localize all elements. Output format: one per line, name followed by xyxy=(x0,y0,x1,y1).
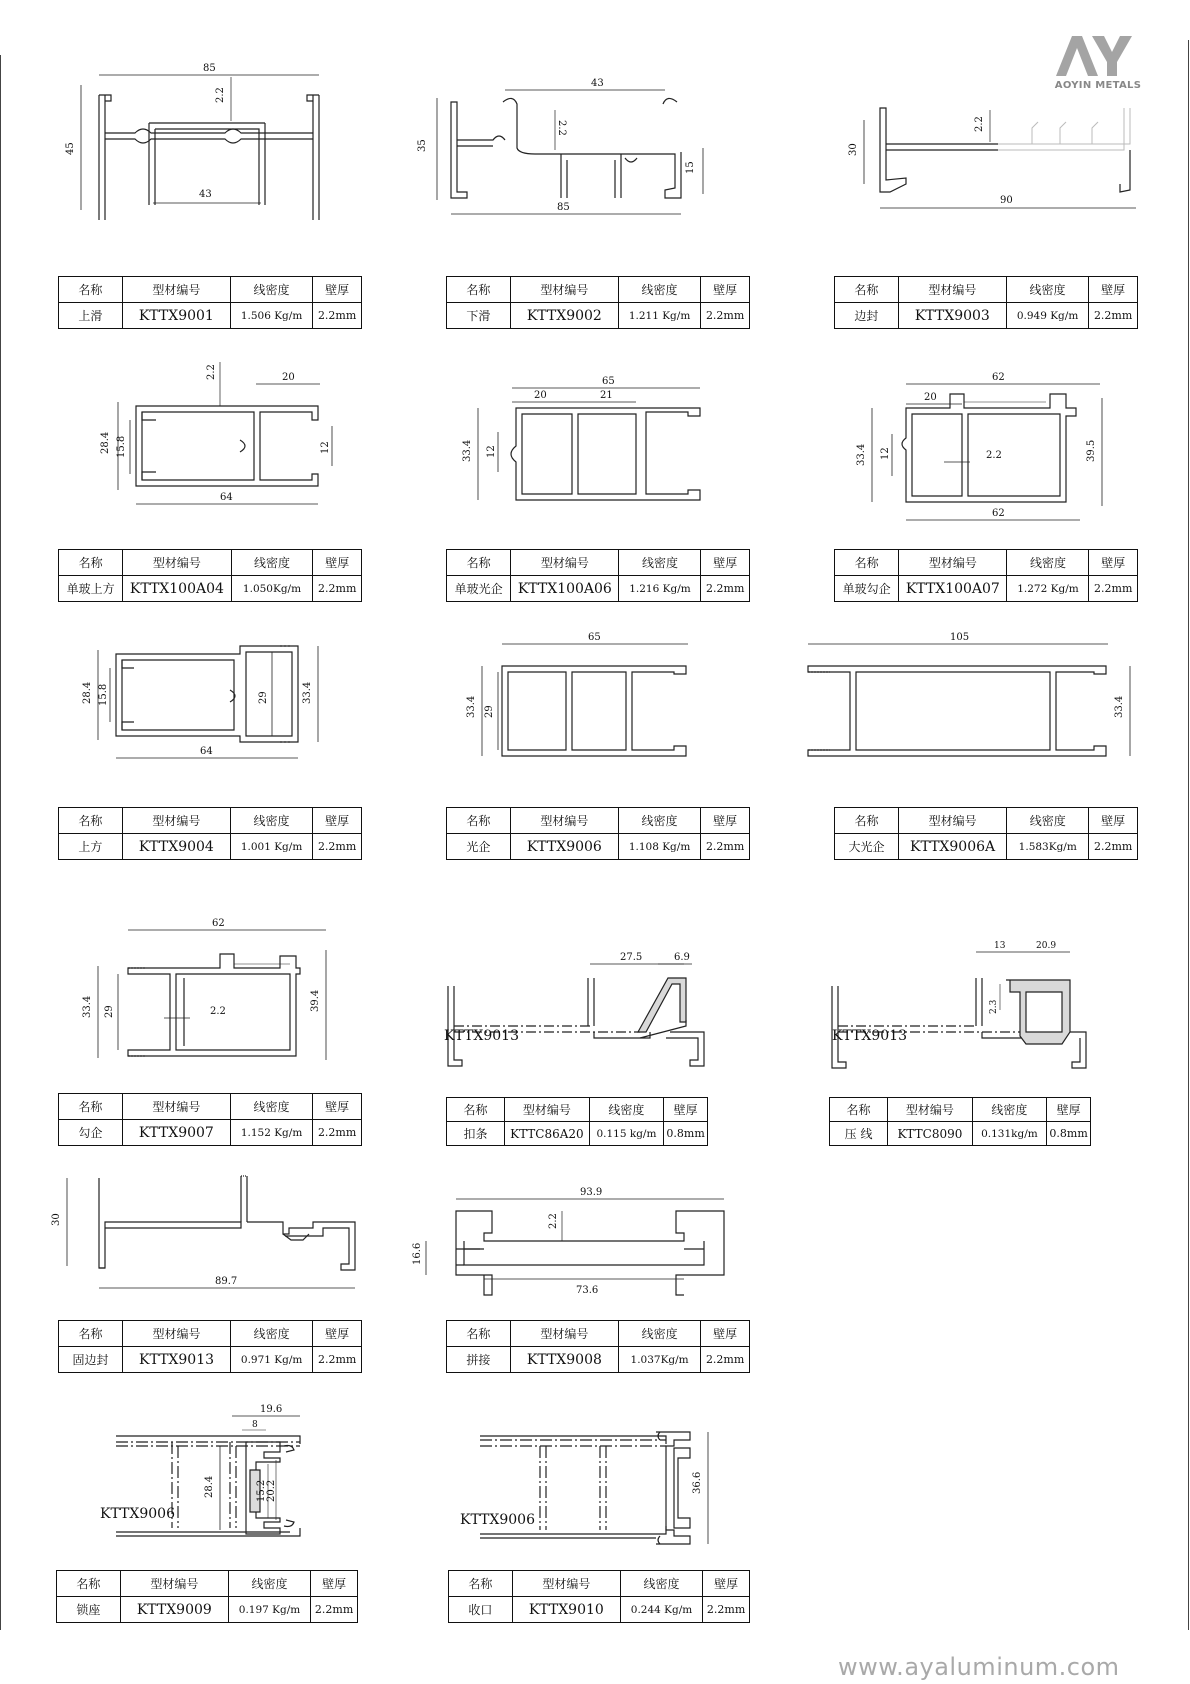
spec-cell: 2.2mm xyxy=(313,1120,362,1146)
spec-table-kttx9003 xyxy=(834,276,1138,329)
spec-cell: 型材编号 xyxy=(510,808,618,834)
spec-cell: 光企 xyxy=(447,834,511,860)
spec-cell: 名称 xyxy=(447,1098,505,1122)
spec-cell: 名称 xyxy=(835,277,899,303)
page-border-left xyxy=(0,55,1,1630)
spec-cell: KTTX9004 xyxy=(122,834,230,860)
dim-text: 15.8 xyxy=(116,435,127,458)
dim-text: 39.5 xyxy=(1086,439,1097,462)
spec-cell: 0.115 kg/m xyxy=(589,1122,663,1146)
spec-cell: 壁厚 xyxy=(1089,808,1138,834)
spec-cell: 1.037Kg/m xyxy=(618,1347,700,1373)
dim-text: 33.4 xyxy=(302,681,313,704)
spec-cell: 壁厚 xyxy=(701,1321,750,1347)
spec-cell: 1.506 Kg/m xyxy=(230,303,312,329)
footer-url: www.ayaluminum.com xyxy=(838,1653,1120,1681)
dim-text: 2.2 xyxy=(210,1006,226,1017)
spec-cell: 名称 xyxy=(59,277,123,303)
spec-cell: 名称 xyxy=(830,1098,888,1122)
ref-label: KTTX9006 xyxy=(100,1506,175,1522)
dim-text: 45 xyxy=(65,142,76,155)
spec-cell: 壁厚 xyxy=(664,1098,708,1122)
spec-cell: 型材编号 xyxy=(123,1321,231,1347)
spec-cell: 壁厚 xyxy=(313,1094,362,1120)
spec-cell: KTTC86A20 xyxy=(505,1122,590,1146)
dim-text: 43 xyxy=(591,78,604,89)
spec-cell: 扣条 xyxy=(447,1122,505,1146)
ref-label: KTTX9013 xyxy=(832,1028,907,1044)
spec-cell: 壁厚 xyxy=(703,1571,750,1597)
spec-cell: 线密度 xyxy=(230,277,312,303)
spec-table-kttx9001 xyxy=(58,276,362,329)
spec-cell: 型材编号 xyxy=(505,1098,590,1122)
spec-cell: 线密度 xyxy=(618,1321,700,1347)
dim-text: 12 xyxy=(880,447,891,460)
dim-text: 2.2 xyxy=(556,120,567,136)
spec-cell: 名称 xyxy=(57,1571,121,1597)
spec-cell: 名称 xyxy=(449,1571,513,1597)
profile-drawing-kttx9007 xyxy=(80,918,350,1068)
dim-text: 89.7 xyxy=(215,1276,238,1287)
spec-cell: 固边封 xyxy=(59,1347,123,1373)
spec-cell: 名称 xyxy=(447,277,511,303)
dim-text: 8 xyxy=(252,1420,258,1430)
spec-cell: 壁厚 xyxy=(1089,550,1138,576)
dim-text: 15 xyxy=(685,161,696,174)
spec-cell: 名称 xyxy=(59,1094,123,1120)
spec-table-kttx9006 xyxy=(446,807,750,860)
spec-cell: 单玻光企 xyxy=(447,576,511,602)
spec-cell: 0.131kg/m xyxy=(972,1122,1046,1146)
dim-text: 2.2 xyxy=(206,364,217,380)
dim-text: 29 xyxy=(258,691,269,704)
spec-cell: 型材编号 xyxy=(899,550,1007,576)
spec-cell: KTTX100A07 xyxy=(899,576,1007,602)
spec-cell: 型材编号 xyxy=(122,808,230,834)
ref-label: KTTX9013 xyxy=(444,1028,519,1044)
dim-text: 21 xyxy=(600,390,613,401)
spec-table-kttx100a04 xyxy=(58,549,362,602)
spec-cell: 型材编号 xyxy=(510,1321,618,1347)
spec-table-kttx9004 xyxy=(58,807,362,860)
spec-cell: KTTX9006A xyxy=(899,834,1007,860)
dim-text: 73.6 xyxy=(576,1285,599,1296)
spec-cell: KTTX9010 xyxy=(512,1597,620,1623)
dim-text: 33.4 xyxy=(466,695,477,718)
dim-text: 105 xyxy=(950,632,970,643)
dim-text: 85 xyxy=(203,63,216,74)
spec-cell: 2.2mm xyxy=(1089,576,1138,602)
spec-cell: 线密度 xyxy=(619,550,701,576)
dim-text: 2.2 xyxy=(974,116,985,132)
dim-text: 33.4 xyxy=(82,995,93,1018)
spec-cell: 锁座 xyxy=(57,1597,121,1623)
profile-drawing-kttx9013 xyxy=(51,1170,365,1305)
spec-cell: 2.2mm xyxy=(1089,834,1138,860)
spec-cell: KTTC8090 xyxy=(888,1122,973,1146)
spec-cell: 型材编号 xyxy=(899,808,1007,834)
spec-cell: KTTX9008 xyxy=(510,1347,618,1373)
spec-cell: 2.2mm xyxy=(313,576,362,602)
dim-text: 43 xyxy=(199,189,212,200)
spec-cell: 型材编号 xyxy=(122,1094,230,1120)
profile-drawing-kttc86a20 xyxy=(440,950,740,1075)
spec-cell: 2.2mm xyxy=(703,1597,750,1623)
spec-cell: 上滑 xyxy=(59,303,123,329)
spec-table-kttx100a07 xyxy=(834,549,1138,602)
dim-text: 15.2 xyxy=(256,1479,267,1502)
ref-label: KTTX9006 xyxy=(460,1512,535,1528)
spec-cell: KTTX9001 xyxy=(122,303,230,329)
spec-cell: 下滑 xyxy=(447,303,511,329)
spec-cell: 线密度 xyxy=(618,277,700,303)
spec-cell: 1.108 Kg/m xyxy=(618,834,700,860)
spec-cell: 型材编号 xyxy=(510,277,618,303)
spec-cell: 型材编号 xyxy=(898,277,1006,303)
spec-cell: 0.949 Kg/m xyxy=(1006,303,1088,329)
spec-cell: KTTX9007 xyxy=(122,1120,230,1146)
dim-text: 15.8 xyxy=(98,683,109,706)
page-border-right xyxy=(1188,40,1189,1630)
spec-cell: 1.050Kg/m xyxy=(231,576,313,602)
dim-text: 20 xyxy=(534,390,547,401)
spec-cell: 单玻勾企 xyxy=(835,576,899,602)
spec-cell: 0.8mm xyxy=(664,1122,708,1146)
spec-cell: 线密度 xyxy=(618,808,700,834)
spec-cell: 2.2mm xyxy=(313,1347,362,1373)
spec-cell: 线密度 xyxy=(1007,550,1089,576)
spec-cell: 壁厚 xyxy=(1047,1098,1091,1122)
spec-cell: KTTX9003 xyxy=(898,303,1006,329)
spec-cell: 1.216 Kg/m xyxy=(619,576,701,602)
spec-table-kttx9008 xyxy=(446,1320,750,1373)
spec-cell: 型材编号 xyxy=(123,550,231,576)
dim-text: 6.9 xyxy=(674,952,690,963)
dim-text: 12 xyxy=(486,445,497,458)
dim-text: 33.4 xyxy=(462,439,473,462)
spec-cell: 压 线 xyxy=(830,1122,888,1146)
dim-text: 90 xyxy=(1000,195,1013,206)
dim-text: 19.6 xyxy=(260,1404,283,1415)
spec-table-kttx9009 xyxy=(56,1570,358,1623)
spec-cell: 1.211 Kg/m xyxy=(618,303,700,329)
dim-text: 20.2 xyxy=(266,1479,277,1502)
spec-cell: 2.2mm xyxy=(701,1347,750,1373)
spec-cell: KTTX9009 xyxy=(120,1597,228,1623)
spec-cell: 壁厚 xyxy=(311,1571,358,1597)
spec-cell: 1.583Kg/m xyxy=(1007,834,1089,860)
profile-drawing-kttx9008 xyxy=(412,1185,740,1305)
spec-cell: 名称 xyxy=(59,808,123,834)
spec-cell: 壁厚 xyxy=(701,277,750,303)
spec-cell: 收口 xyxy=(449,1597,513,1623)
dim-text: 39.4 xyxy=(310,989,321,1012)
dim-text: 30 xyxy=(51,1213,62,1226)
spec-cell: 壁厚 xyxy=(313,277,362,303)
spec-cell: 2.2mm xyxy=(311,1597,358,1623)
spec-cell: 型材编号 xyxy=(888,1098,973,1122)
spec-cell: 名称 xyxy=(447,1321,511,1347)
spec-cell: 2.2mm xyxy=(701,576,750,602)
spec-cell: 线密度 xyxy=(1007,808,1089,834)
profile-drawing-kttx9010 xyxy=(460,1410,740,1550)
spec-cell: 壁厚 xyxy=(701,550,750,576)
dim-text: 62 xyxy=(212,918,225,929)
spec-cell: 线密度 xyxy=(1006,277,1088,303)
spec-table-kttx9006a xyxy=(834,807,1138,860)
dim-text: 16.6 xyxy=(412,1242,423,1265)
dim-text: 62 xyxy=(992,372,1005,383)
spec-cell: 线密度 xyxy=(228,1571,310,1597)
dim-text: 20 xyxy=(282,372,295,383)
dim-text: 27.5 xyxy=(620,952,643,963)
dim-text: 28.4 xyxy=(100,431,111,454)
dim-text: 85 xyxy=(557,202,570,213)
dim-text: 2.2 xyxy=(215,87,226,103)
dim-text: 35 xyxy=(417,139,428,152)
spec-cell: 型材编号 xyxy=(120,1571,228,1597)
spec-cell: 边封 xyxy=(835,303,899,329)
dim-text: 64 xyxy=(220,492,233,503)
spec-cell: 线密度 xyxy=(972,1098,1046,1122)
spec-cell: 线密度 xyxy=(620,1571,702,1597)
dim-text: 30 xyxy=(848,143,859,156)
dim-text: 65 xyxy=(588,632,601,643)
spec-cell: 线密度 xyxy=(589,1098,663,1122)
spec-cell: 2.2mm xyxy=(313,303,362,329)
dim-text: 62 xyxy=(992,508,1005,519)
spec-cell: 0.971 Kg/m xyxy=(230,1347,312,1373)
spec-table-kttx9013 xyxy=(58,1320,362,1373)
dim-text: 2.2 xyxy=(986,450,1002,461)
spec-cell: 大光企 xyxy=(835,834,899,860)
spec-table-kttx9010 xyxy=(448,1570,750,1623)
spec-table-kttx9007 xyxy=(58,1093,362,1146)
spec-cell: 1.001 Kg/m xyxy=(230,834,312,860)
profile-drawing-kttx9001 xyxy=(55,55,355,230)
spec-cell: 2.2mm xyxy=(701,303,750,329)
spec-table-kttc86a20 xyxy=(446,1097,708,1146)
dim-text: 20 xyxy=(924,392,937,403)
spec-cell: 名称 xyxy=(59,1321,123,1347)
dim-text: 13 xyxy=(994,941,1006,951)
profile-drawing-kttx100a06 xyxy=(460,376,720,506)
spec-cell: 壁厚 xyxy=(701,808,750,834)
spec-cell: 上方 xyxy=(59,834,123,860)
spec-cell: KTTX9013 xyxy=(123,1347,231,1373)
spec-cell: 0.197 Kg/m xyxy=(228,1597,310,1623)
spec-cell: 线密度 xyxy=(230,1321,312,1347)
profile-drawing-kttx100a07 xyxy=(850,368,1140,528)
spec-cell: 名称 xyxy=(447,808,511,834)
profile-drawing-kttx9006 xyxy=(460,628,720,768)
spec-table-kttx100a06 xyxy=(446,549,750,602)
spec-cell: 线密度 xyxy=(231,550,313,576)
dim-text: 2.2 xyxy=(548,1213,559,1229)
spec-cell: 壁厚 xyxy=(1089,277,1138,303)
dim-text: 33.4 xyxy=(1114,695,1125,718)
spec-cell: 拼接 xyxy=(447,1347,511,1373)
dim-text: 36.6 xyxy=(692,1471,703,1494)
dim-text: 2.3 xyxy=(989,999,999,1014)
spec-cell: 线密度 xyxy=(230,1094,312,1120)
dim-text: 20.9 xyxy=(1036,941,1057,951)
profile-drawing-kttx9004 xyxy=(80,640,340,770)
spec-cell: 壁厚 xyxy=(313,808,362,834)
profile-drawing-kttc8090 xyxy=(830,940,1130,1080)
spec-cell: 型材编号 xyxy=(512,1571,620,1597)
spec-cell: 型材编号 xyxy=(122,277,230,303)
spec-cell: 线密度 xyxy=(230,808,312,834)
spec-cell: 名称 xyxy=(447,550,511,576)
spec-cell: KTTX100A04 xyxy=(123,576,231,602)
spec-cell: 型材编号 xyxy=(511,550,619,576)
spec-cell: 单玻上方 xyxy=(59,576,123,602)
dim-text: 28.4 xyxy=(82,681,93,704)
brand-name: AOYIN METALS xyxy=(1054,80,1142,91)
spec-cell: 勾企 xyxy=(59,1120,123,1146)
spec-cell: 名称 xyxy=(59,550,123,576)
dim-text: 64 xyxy=(200,746,213,757)
profile-drawing-kttx9003 xyxy=(850,100,1150,230)
spec-cell: 2.2mm xyxy=(1089,303,1138,329)
spec-cell: 壁厚 xyxy=(313,1321,362,1347)
profile-drawing-kttx100a04 xyxy=(100,362,360,512)
spec-cell: 1.272 Kg/m xyxy=(1007,576,1089,602)
spec-cell: 0.8mm xyxy=(1047,1122,1091,1146)
spec-cell: 名称 xyxy=(835,808,899,834)
spec-cell: 名称 xyxy=(835,550,899,576)
profile-drawing-kttx9009 xyxy=(100,1400,350,1540)
spec-cell: 0.244 Kg/m xyxy=(620,1597,702,1623)
spec-table-kttc8090 xyxy=(829,1097,1091,1146)
spec-cell: 壁厚 xyxy=(313,550,362,576)
profile-drawing-kttx9006a xyxy=(800,628,1140,768)
dim-text: 33.4 xyxy=(856,443,867,466)
dim-text: 93.9 xyxy=(580,1187,603,1198)
dim-text: 29 xyxy=(104,1005,115,1018)
dim-text: 12 xyxy=(320,441,331,454)
spec-cell: 2.2mm xyxy=(313,834,362,860)
dim-text: 29 xyxy=(484,705,495,718)
spec-table-kttx9002 xyxy=(446,276,750,329)
spec-cell: 1.152 Kg/m xyxy=(230,1120,312,1146)
profile-drawing-kttx9002 xyxy=(417,70,745,230)
spec-cell: KTTX9002 xyxy=(510,303,618,329)
spec-cell: KTTX100A06 xyxy=(511,576,619,602)
spec-cell: KTTX9006 xyxy=(510,834,618,860)
spec-cell: 2.2mm xyxy=(701,834,750,860)
dim-text: 65 xyxy=(602,376,615,387)
dim-text: 28.4 xyxy=(204,1475,215,1498)
